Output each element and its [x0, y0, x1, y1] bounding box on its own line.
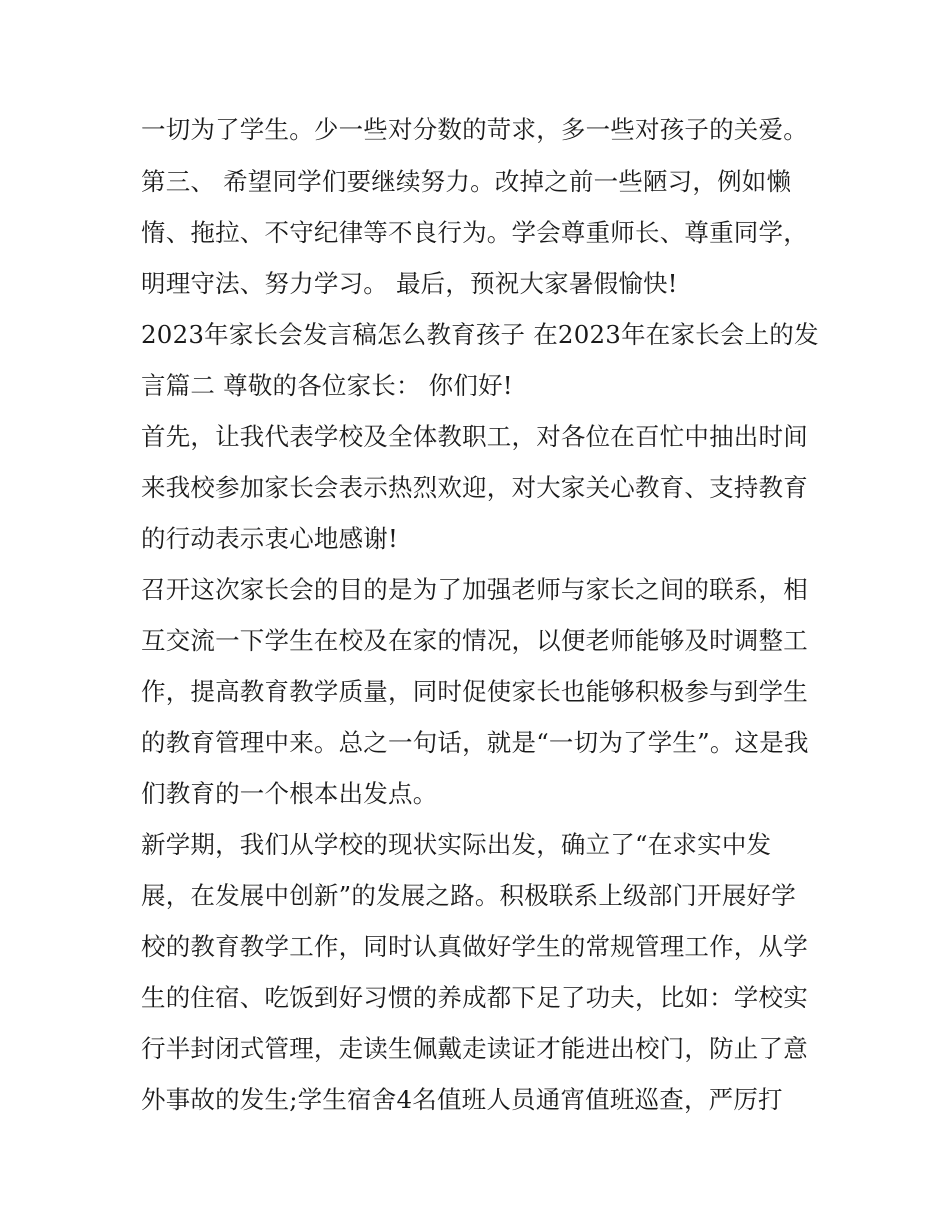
text-line: 2023年家长会发言稿怎么教育孩子 在2023年在家长会上的发	[141, 320, 819, 349]
text-line: 惰、拖拉、不守纪律等不良行为。学会尊重师长、尊重同学，	[141, 218, 808, 247]
text-line: 一切为了学生。少一些对分数的苛求，多一些对孩子的关爱。	[141, 115, 808, 144]
text-line: 来我校参加家长会表示热烈欢迎，对大家关心教育、支持教育	[141, 473, 808, 502]
text-line: 互交流一下学生在校及在家的情况，以便老师能够及时调整工	[141, 626, 808, 655]
text-line: 外事故的发生;学生宿舍4名值班人员通宵值班巡查，严厉打	[141, 1085, 783, 1114]
text-line: 首先，让我代表学校及全体教职工，对各位在百忙中抽出时间	[141, 422, 808, 451]
text-line: 作，提高教育教学质量，同时促使家长也能够积极参与到学生	[141, 677, 808, 706]
text-line: 校的教育教学工作，同时认真做好学生的常规管理工作，从学	[141, 932, 808, 961]
text-line: 召开这次家长会的目的是为了加强老师与家长之间的联系，相	[141, 575, 808, 604]
text-line: 第三、 希望同学们要继续努力。改掉之前一些陋习，例如懒	[141, 167, 792, 196]
text-line: 展，在发展中创新”的发展之路。积极联系上级部门开展好学	[141, 881, 796, 910]
text-line: 生的住宿、吃饭到好习惯的养成都下足了功夫，比如：学校实	[141, 983, 808, 1012]
text-line: 的教育管理中来。总之一句话，就是“一切为了学生”。这是我	[141, 728, 809, 757]
text-line: 的行动表示衷心地感谢!	[141, 524, 399, 553]
text-line: 新学期，我们从学校的现状实际出发，确立了“在求实中发	[141, 830, 772, 859]
text-line: 明理守法、努力学习。 最后，预祝大家暑假愉快!	[141, 269, 678, 298]
text-line: 言篇二 尊敬的各位家长： 你们好!	[141, 371, 513, 400]
text-line: 行半封闭式管理，走读生佩戴走读证才能进出校门，防止了意	[141, 1034, 808, 1063]
text-line: 们教育的一个根本出发点。	[141, 779, 438, 808]
